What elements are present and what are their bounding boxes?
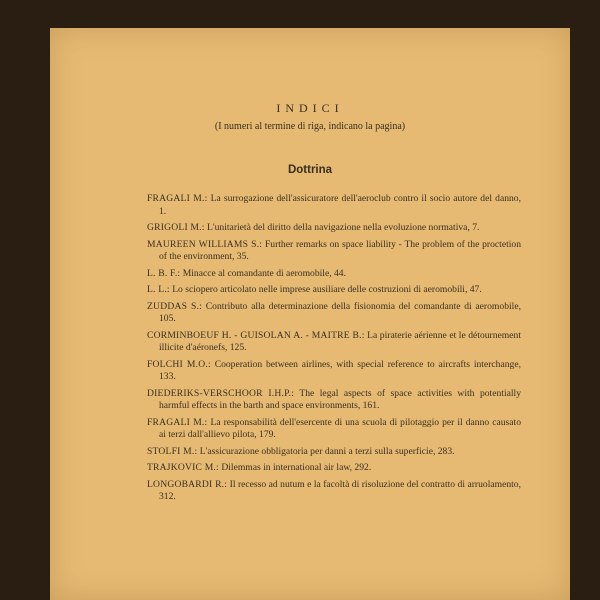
page-title: INDICI [276,101,344,115]
index-entry [147,268,521,281]
section-heading: Dottrina [287,164,333,176]
index-entry [147,446,521,459]
index-entry [147,388,521,413]
index-entries [147,193,521,508]
entry-author: FRAGALI M.: [147,193,208,204]
page-subtitle: (I numeri al termine di riga, indicano la pagina) [214,121,406,132]
index-entry [147,462,521,475]
entry-text: The legal aspects of space activities with potentially harmful effects in the barth and space environments, 161. [159,387,521,411]
entry-text: Lo sciopero articolato nelle imprese ausiliare delle costruzioni di aeromobili, 47. [172,284,482,295]
entry-author: MAUREEN WILLIAMS S.: [147,238,263,250]
entry-author: L. L.: [147,284,170,295]
entry-text: Il recesso ad nutum e la facoltà di risoluzione del contratto di arruolamento, 312. [159,478,521,502]
index-entry [147,479,521,504]
entry-author: ZUDDAS S.: [147,300,203,312]
entry-text: La piraterie aérienne et le détournement illicite d'aéronefs, 125. [159,329,521,353]
entry-text: La surrogazione dell'assicuratore dell'aeroclub contro il socio autore del danno, 1. [159,193,521,217]
entry-text: Dilemmas in international air law, 292. [221,462,372,473]
entry-text: Contributo alla determinazione della fisionomia del comandante di aeromobile, 105. [159,300,521,324]
entry-text: Further remarks on space liability - The problem of the proctetion of the environment, 35. [159,238,521,262]
index-entry [147,301,521,326]
entry-author: FOLCHI M.O.: [147,358,211,370]
index-entry [147,359,521,384]
entry-text: L'assicurazione obbligatoria per danni a terzi sulla superficie, 283. [199,445,455,457]
index-entry [147,284,521,297]
entry-author: TRAJKOVIC M.: [147,462,219,473]
index-entry [147,193,521,218]
index-entry [147,222,521,235]
entry-text: Cooperation between airlines, with special reference to aircrafts interchange, 133. [159,358,521,382]
book-page [50,28,570,600]
entry-author: L. B. F.: [147,267,181,279]
entry-text: Minacce al comandante di aeromobile, 44. [182,267,346,279]
entry-author: FRAGALI M.: [147,416,208,428]
index-entry [147,330,521,355]
entry-author: STOLFI M.: [147,445,198,457]
entry-text: L'unitarietà del diritto della navigazione nella evoluzione normativa, 7. [207,222,480,233]
entry-author: LONGOBARDI R.: [147,478,228,490]
entry-author: DIEDERIKS-VERSCHOOR I.H.P.: [147,387,295,399]
index-entry [147,417,521,442]
entry-text: La responsabilità dell'esercente di una scuola di pilotaggio per il danno causato ai terzi dall'allievo pilota, 179. [159,416,521,440]
entry-author: GRIGOLI M.: [147,222,205,233]
index-entry [147,239,521,264]
entry-author: CORMINBOEUF H. - GUISOLAN A. - MAITRE B.: [147,329,365,341]
